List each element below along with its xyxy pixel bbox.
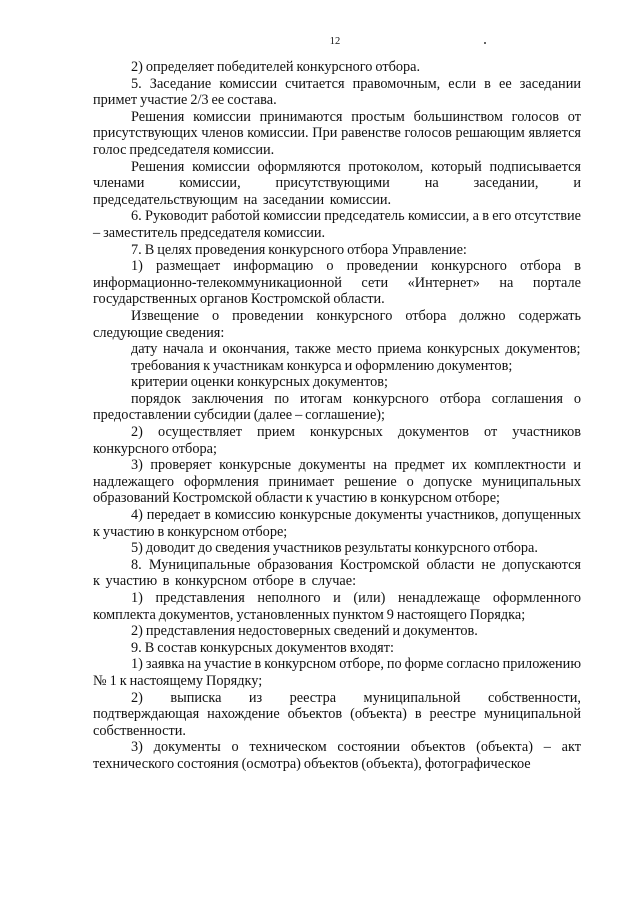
- paragraph: Извещение о проведении конкурсного отбора должно содержать следующие сведения:: [93, 307, 581, 341]
- paragraph: 6. Руководит работой комиссии председатель комиссии, а в его отсутствие – заместитель председателя комиссии.: [93, 208, 581, 241]
- paragraph: 9. В состав конкурсных документов входят:: [131, 639, 394, 656]
- paragraph: 5. Заседание комиссии считается правомочным, если в ее заседании примет участие 2/3 ее состава.: [93, 75, 581, 109]
- paragraph: 3) документы о техническом состоянии объектов (объекта) – акт технического состояния (осмотра) объектов (объекта), фотографическое: [93, 739, 581, 772]
- paragraph: 8. Муниципальные образования Костромской области не допускаются к участию в конкурсном отборе в случае:: [93, 556, 581, 590]
- paragraph: 7. В целях проведения конкурсного отбора Управление:: [131, 241, 467, 258]
- scan-speck: [484, 42, 486, 44]
- paragraph: 2) выписка из реестра муниципальной собственности, подтверждающая нахождение объектов (объекта) в реестре муниципальной собственности.: [93, 689, 581, 739]
- paragraph: 2) представления недостоверных сведений и документов.: [131, 623, 478, 640]
- paragraph: Решения комиссии принимаются простым большинством голосов от присутствующих членов комиссии. При равенстве голосов решающим является голос председателя комиссии.: [93, 108, 581, 158]
- paragraph: 5) доводит до сведения участников результаты конкурсного отбора.: [131, 540, 538, 557]
- paragraph: критерии оценки конкурсных документов;: [131, 374, 389, 391]
- paragraph: Решения комиссии оформляются протоколом, который подписывается членами комиссии, присутствующими на заседании, и председательствующим на заседании комиссии.: [93, 158, 581, 208]
- paragraph: 4) передает в комиссию конкурсные документы участников, допущенных к участию в конкурсном отборе;: [93, 507, 581, 540]
- paragraph: 2) осуществляет прием конкурсных документов от участников конкурсного отбора;: [93, 424, 581, 457]
- paragraph: 1) представления неполного и (или) ненадлежаще оформленного комплекта документов, установленных пунктом 9 настоящего Порядка;: [93, 590, 581, 623]
- paragraph: 3) проверяет конкурсные документы на предмет их комплектности и надлежащего оформления принимает решение о допуске муниципальных образований Костромской области к участию в конкурсном отборе;: [93, 457, 581, 507]
- paragraph: порядок заключения по итогам конкурсного отбора соглашения о предоставлении субсидии (далее – соглашение);: [93, 390, 581, 424]
- paragraph: 2) определяет победителей конкурсного отбора.: [131, 59, 421, 75]
- paragraph: требования к участникам конкурса и оформлению документов;: [131, 357, 513, 374]
- paragraph: 1) заявка на участие в конкурсном отборе, по форме согласно приложению № 1 к настоящему Порядку;: [93, 656, 581, 689]
- paragraph: 1) размещает информацию о проведении конкурсного отбора в информационно-телекоммуникационной сети «Интернет» на портале государственных органов Костромской области.: [93, 258, 581, 308]
- paragraph: дату начала и окончания, также место приема конкурсных документов;: [131, 341, 581, 358]
- page-number: 12: [329, 36, 341, 47]
- document-body: [93, 59, 581, 773]
